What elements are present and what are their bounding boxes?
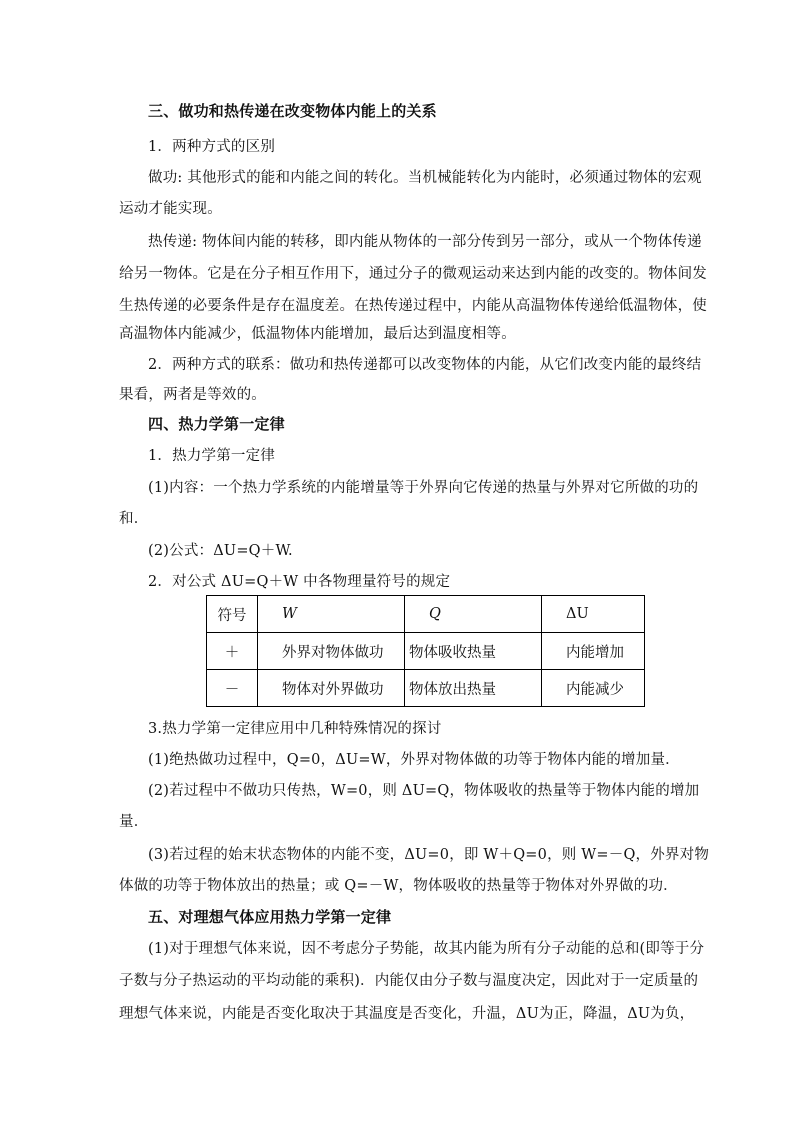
law-content-line-2: 和． bbox=[119, 511, 149, 527]
section-3-item-2-line-2: 果看，两者是等效的。 bbox=[119, 387, 266, 403]
heat-transfer-line-4: 高温物体内能减少，低温物体内能增加，最后达到温度相等。 bbox=[119, 326, 516, 342]
table-cell: 物体对外界做功 bbox=[258, 670, 405, 707]
table-header-cell: Q bbox=[405, 596, 542, 633]
section-4-item-1-title: 1．热力学第一定律 bbox=[148, 448, 276, 464]
table-row bbox=[207, 670, 645, 707]
table-header-cell: W bbox=[258, 596, 405, 633]
law-formula: (2)公式：ΔU=Q＋W. bbox=[148, 543, 293, 559]
section-4-heading: 四、热力学第一定律 bbox=[148, 415, 285, 433]
law-content-line-1: (1)内容：一个热力学系统的内能增量等于外界向它传递的热量与外界对它所做的功的 bbox=[148, 480, 699, 496]
section-4-item-2-title: 2．对公式 ΔU=Q＋W 中各物理量符号的规定 bbox=[148, 574, 451, 590]
table-header-cell: ΔU bbox=[542, 596, 645, 633]
heat-transfer-line-2: 给另一物体。它是在分子相互作用下，通过分子的微观运动来达到内能的改变的。物体间发 bbox=[119, 266, 707, 282]
section-4-item-3-title: 3.热力学第一定律应用中几种特殊情况的探讨 bbox=[148, 721, 442, 737]
table-cell: 物体吸收热量 bbox=[405, 633, 542, 670]
table-header-cell: 符号 bbox=[207, 596, 258, 633]
work-definition-line-1: 做功: 其他形式的能和内能之间的转化。当机械能转化为内能时，必须通过物体的宏观 bbox=[148, 170, 702, 186]
table-cell: － bbox=[207, 670, 258, 707]
heat-transfer-line-3: 生热传递的必要条件是存在温度差。在热传递过程中，内能从高温物体传递给低温物体，使 bbox=[119, 298, 707, 314]
section-3-heading: 三、做功和热传递在改变物体内能上的关系 bbox=[148, 102, 437, 120]
section-3-item-2-line-1: 2．两种方式的联系：做功和热传递都可以改变物体的内能，从它们改变内能的最终结 bbox=[148, 357, 702, 373]
table-cell: 内能减少 bbox=[542, 670, 645, 707]
table-cell: ＋ bbox=[207, 633, 258, 670]
special-case-1: (1)绝热做功过程中，Q=0，ΔU=W，外界对物体做的功等于物体内能的增加量． bbox=[148, 752, 680, 768]
section-5-heading: 五、对理想气体应用热力学第一定律 bbox=[148, 908, 392, 926]
table-header-row bbox=[207, 596, 645, 633]
special-case-3-line-2: 体做的功等于物体放出的热量；或 Q=－W，物体吸收的热量等于物体对外界做的功． bbox=[119, 878, 678, 894]
special-case-3-line-1: (3)若过程的始末状态物体的内能不变，ΔU=0，即 W＋Q=0，则 W=－Q，外界对物 bbox=[148, 847, 710, 863]
table-row bbox=[207, 633, 645, 670]
sign-convention-table bbox=[206, 595, 645, 707]
ideal-gas-line-2: 子数与分子热运动的平均动能的乘积)．内能仅由分子数与温度决定，因此对于一定质量的 bbox=[119, 973, 699, 989]
section-3-item-1-title: 1．两种方式的区别 bbox=[148, 139, 276, 155]
heat-transfer-line-1: 热传递: 物体间内能的转移，即内能从物体的一部分传到另一部分，或从一个物体传递 bbox=[148, 234, 702, 250]
work-definition-line-2: 运动才能实现。 bbox=[119, 201, 222, 217]
table-cell: 内能增加 bbox=[542, 633, 645, 670]
table-cell: 外界对物体做功 bbox=[258, 633, 405, 670]
special-case-2-line-2: 量． bbox=[119, 814, 149, 830]
ideal-gas-line-1: (1)对于理想气体来说，因不考虑分子势能，故其内能为所有分子动能的总和(即等于分 bbox=[148, 941, 705, 957]
table-cell: 物体放出热量 bbox=[405, 670, 542, 707]
ideal-gas-line-3: 理想气体来说，内能是否变化取决于其温度是否变化，升温，ΔU为正，降温，ΔU为负， bbox=[119, 1006, 695, 1022]
special-case-2-line-1: (2)若过程中不做功只传热，W=0，则 ΔU=Q，物体吸收的热量等于物体内能的增加 bbox=[148, 783, 700, 799]
